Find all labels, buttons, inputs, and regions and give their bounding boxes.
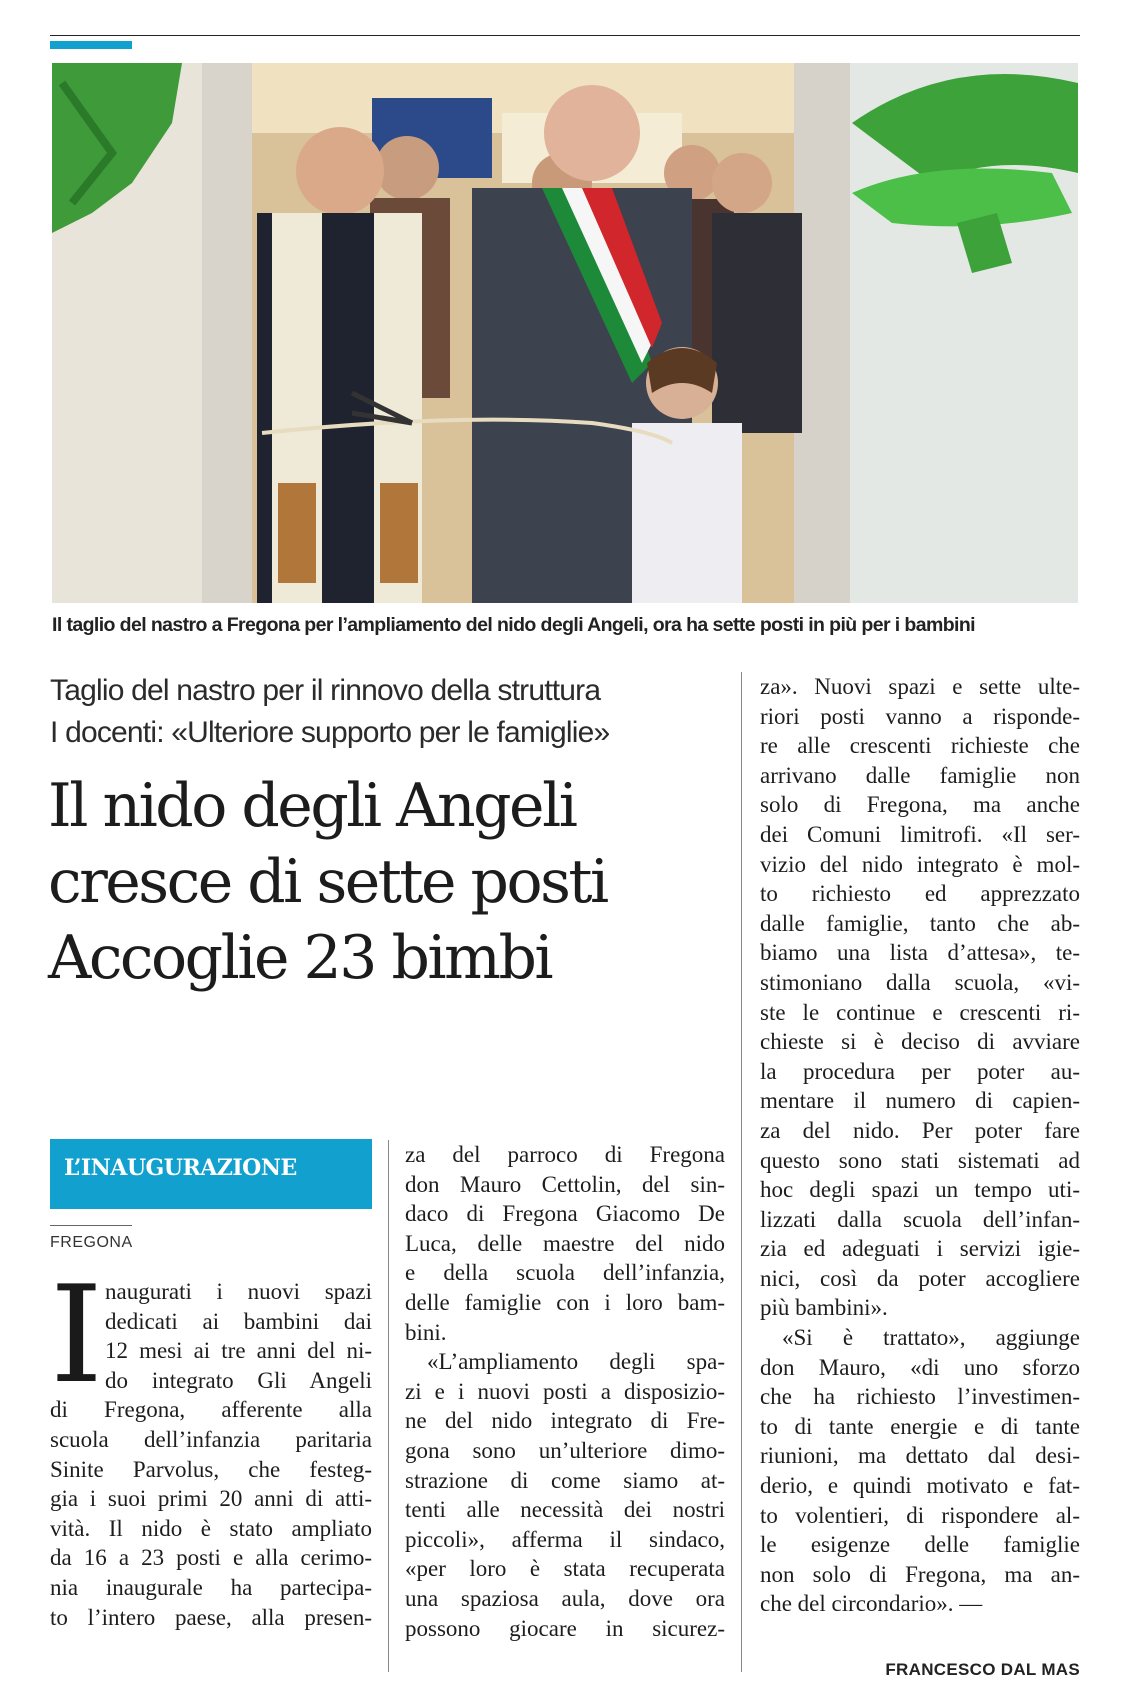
text-line: zi e i nuovi posti a disposizio- bbox=[405, 1378, 725, 1404]
text-line: daco di Fregona Giacomo De bbox=[405, 1201, 725, 1227]
text-line: stimoniano dalla scuola, «vi- bbox=[760, 969, 1080, 995]
text-line: da 16 a 23 posti e alla cerimo- bbox=[50, 1545, 372, 1571]
text-line: lizzati dalla scuola dell’infan- bbox=[760, 1206, 1080, 1232]
text-line: scuola dell’infanzia paritaria bbox=[50, 1426, 372, 1452]
kicker-box bbox=[50, 1139, 372, 1209]
text-line: Sinite Parvolus, che festeg- bbox=[50, 1456, 372, 1482]
text-line: re alle crescenti richieste che bbox=[760, 733, 1080, 759]
text-line: ne del nido integrato di Fre- bbox=[405, 1408, 725, 1434]
text-line: dalle famiglie, tanto che ab- bbox=[760, 910, 1080, 936]
text-line: di Fregona, afferente alla bbox=[50, 1397, 372, 1423]
subhead-line: I docenti: «Ulteriore supporto per le famiglie» bbox=[50, 716, 610, 749]
text-line: arrivano dalle famiglie non bbox=[760, 762, 1080, 788]
text-line: za del parroco di Fregona bbox=[405, 1142, 725, 1167]
photo-caption: Il taglio del nastro a Fregona per l’ampliamento del nido degli Angeli, ora ha sette posti in più per i bambini bbox=[52, 614, 975, 636]
text-line: derio, e quindi motivato e fat- bbox=[760, 1473, 1080, 1499]
text-line: naugurati i nuovi spazi bbox=[105, 1279, 372, 1304]
text-line: che del circondario». — bbox=[760, 1591, 983, 1617]
text-line: ste le continue e crescenti ri- bbox=[760, 999, 1080, 1025]
text-line: riunioni, ma dettato dal desi- bbox=[760, 1443, 1080, 1469]
text-line: una spaziosa aula, dove ora bbox=[405, 1585, 725, 1611]
text-line: dei Comuni limitrofi. «Il ser- bbox=[760, 821, 1080, 847]
text-line: «per loro è stata recuperata bbox=[405, 1556, 725, 1582]
text-line: possono giocare in sicurez- bbox=[405, 1615, 725, 1641]
dateline: FREGONA bbox=[50, 1234, 133, 1251]
text-line: riori posti vanno a risponde- bbox=[760, 703, 1080, 729]
text-line: to richiesto ed apprezzato bbox=[760, 881, 1080, 907]
column-rule bbox=[388, 1140, 389, 1672]
subhead-line: Taglio del nastro per il rinnovo della struttura bbox=[50, 674, 601, 707]
column-rule bbox=[741, 672, 742, 1672]
text-line: don Mauro Cettolin, del sin- bbox=[405, 1171, 725, 1197]
text-line: hoc degli spazi un tempo uti- bbox=[760, 1177, 1080, 1203]
headline-line: cresce di sette posti bbox=[48, 847, 607, 917]
text-line: e della scuola dell’infanzia, bbox=[405, 1260, 725, 1286]
text-line: le esigenze delle famiglie bbox=[760, 1532, 1080, 1558]
text-line: più bambini». bbox=[760, 1295, 888, 1321]
text-line: strazione di come siamo at- bbox=[405, 1467, 725, 1493]
author-byline: FRANCESCO DAL MAS bbox=[885, 1660, 1080, 1679]
text-line: to di tante energie e di tante bbox=[760, 1413, 1080, 1439]
headline-line: Il nido degli Angeli bbox=[48, 771, 576, 841]
text-line: che ha richiesto l’investimen- bbox=[760, 1384, 1080, 1410]
kicker-label: L’INAUGURAZIONE bbox=[64, 1155, 297, 1181]
text-line: vità. Il nido è stato ampliato bbox=[50, 1515, 372, 1541]
article-photo bbox=[52, 63, 1078, 603]
text-line: bini. bbox=[405, 1319, 447, 1345]
article-column-2 bbox=[405, 1140, 725, 1643]
text-line: non solo di Fregona, ma an- bbox=[760, 1561, 1080, 1587]
text-line: za del nido. Per poter fare bbox=[760, 1117, 1080, 1143]
section-accent-bar bbox=[50, 41, 132, 49]
text-line: tenti alle necessità dei nostri bbox=[405, 1497, 725, 1523]
text-line: gia i suoi primi 20 anni di atti- bbox=[50, 1486, 372, 1512]
text-line: za». Nuovi spazi e sette ulte- bbox=[760, 674, 1080, 699]
text-line: to volentieri, di rispondere al- bbox=[760, 1502, 1080, 1528]
text-line: mentare il numero di capien- bbox=[760, 1088, 1080, 1114]
text-line: do integrato Gli Angeli bbox=[105, 1367, 372, 1393]
text-line: vizio del nido integrato è mol- bbox=[760, 851, 1080, 877]
drop-cap: I bbox=[50, 1257, 103, 1413]
text-line: chieste si è deciso di avviare bbox=[760, 1029, 1080, 1055]
dateline-rule bbox=[50, 1225, 132, 1226]
text-line: la procedura per poter au- bbox=[760, 1058, 1080, 1084]
text-line: dedicati ai bambini dai bbox=[105, 1308, 372, 1334]
headline-line: Accoglie 23 bimbi bbox=[48, 923, 552, 993]
article-subhead bbox=[50, 670, 720, 754]
text-line: delle famiglie con i loro bam- bbox=[405, 1289, 725, 1315]
text-line: piccoli», afferma il sindaco, bbox=[405, 1526, 725, 1552]
text-line: solo di Fregona, ma anche bbox=[760, 792, 1080, 818]
text-line: gona sono un’ulteriore dimo- bbox=[405, 1437, 725, 1463]
text-line: nia inaugurale ha partecipa- bbox=[50, 1574, 372, 1600]
article-column-3 bbox=[760, 672, 1080, 1619]
text-line: zia ed adeguati i servizi igie- bbox=[760, 1236, 1080, 1262]
text-line: questo sono stati sistemati ad bbox=[760, 1147, 1080, 1173]
text-line: nici, così da poter accogliere bbox=[760, 1265, 1080, 1291]
photo-illustration bbox=[52, 63, 1078, 603]
text-line: don Mauro, «di uno sforzo bbox=[760, 1354, 1080, 1380]
article-headline bbox=[48, 768, 728, 996]
text-line: «L’ampliamento degli spa- bbox=[427, 1349, 725, 1375]
text-line: Luca, delle maestre del nido bbox=[405, 1230, 725, 1256]
top-rule bbox=[50, 35, 1080, 36]
article-column-1 bbox=[50, 1277, 372, 1632]
text-line: «Si è trattato», aggiunge bbox=[782, 1325, 1080, 1351]
text-line: 12 mesi ai tre anni del ni- bbox=[105, 1338, 372, 1364]
text-line: biamo una lista d’attesa», te- bbox=[760, 940, 1080, 966]
text-line: to l’intero paese, alla presen- bbox=[50, 1604, 372, 1630]
